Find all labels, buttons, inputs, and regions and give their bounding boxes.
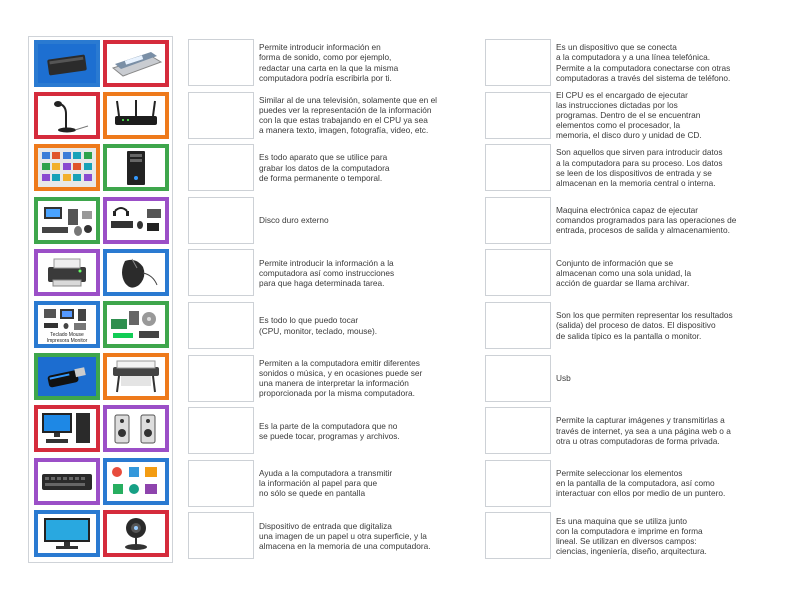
left-description: Disco duro externo bbox=[259, 215, 329, 226]
tile-scanner[interactable] bbox=[103, 40, 169, 87]
tile-hardware-labeled[interactable] bbox=[34, 301, 100, 348]
tile-software-icons[interactable] bbox=[34, 144, 100, 191]
left-drop-slot[interactable] bbox=[188, 39, 254, 86]
left-drop-slot[interactable] bbox=[188, 92, 254, 139]
left-drop-slot[interactable] bbox=[188, 144, 254, 191]
tile-caption: Teclado Mouse Impresora Monitor bbox=[46, 332, 88, 344]
tile-plotter[interactable] bbox=[103, 353, 169, 400]
left-drop-slot[interactable] bbox=[188, 197, 254, 244]
left-drop-slot[interactable] bbox=[188, 249, 254, 296]
tile-windows-programs[interactable] bbox=[103, 458, 169, 505]
tile-cpu-tower[interactable] bbox=[103, 144, 169, 191]
right-description: Es un dispositivo que se conecta a la computadora y a una línea telefónica. Permite a la computadora conectarse con otras computadoras a través del sistema de teléfono. bbox=[556, 42, 731, 83]
left-drop-slot[interactable] bbox=[188, 355, 254, 402]
right-drop-slot[interactable] bbox=[485, 197, 551, 244]
left-description: Similar al de una televisión, solamente que en el puedes ver la representación de la información con la que estas trabajando en el CPU ya sea a manera texto, imagen, fotografía, video, etc. bbox=[259, 94, 438, 136]
right-description: Conjunto de información que se almacenan como una sola unidad, la acción de guardar se llama archivar. bbox=[556, 257, 692, 288]
left-description: Es todo aparato que se utilice para grabar los datos de la computadora de forma permanente o temporal. bbox=[259, 152, 390, 183]
right-description: Son los que permiten representar los resultados (salida) del proceso de datos. El dispositivo de salida típico es la pantalla o monitor. bbox=[556, 310, 733, 341]
left-drop-slot[interactable] bbox=[188, 407, 254, 454]
tile-desktop-computer[interactable] bbox=[34, 405, 100, 452]
right-description: Usb bbox=[556, 373, 571, 383]
tile-monitor[interactable] bbox=[34, 510, 100, 557]
tile-input-devices[interactable] bbox=[103, 197, 169, 244]
right-drop-slot[interactable] bbox=[485, 355, 551, 402]
left-description: Permiten a la computadora emitir diferentes sonidos o música, y en ocasiones puede ser una manera de interpretar la información proporcionada por la misma computadora. bbox=[259, 357, 423, 399]
right-drop-slot[interactable] bbox=[485, 39, 551, 86]
tile-keyboard[interactable] bbox=[34, 458, 100, 505]
right-description: Permite la capturar imágenes y transmitirlas a través de internet, ya sea a una página web o a otra u otras computadoras de forma privada. bbox=[556, 415, 731, 446]
tile-peripherals-collage[interactable] bbox=[34, 197, 100, 244]
right-description: Son aquellos que sirven para introducir datos a la computadora para su proceso. Los datos se leen de los dispositivos de entrada y se almacenan en la memoria central o interna. bbox=[556, 147, 723, 188]
tile-printer[interactable] bbox=[34, 249, 100, 296]
tile-router[interactable] bbox=[103, 92, 169, 139]
left-description: Dispositivo de entrada que digitaliza una imagen de un papel u otra superficie, y la almacena en la memoria de una computadora. bbox=[259, 520, 431, 551]
left-description: Permite introducir información en forma de sonido, como por ejemplo, redactar una carta en la que la misma computadora podría escribirla por ti. bbox=[259, 42, 399, 83]
right-drop-slot[interactable] bbox=[485, 460, 551, 507]
left-drop-slot[interactable] bbox=[188, 302, 254, 349]
left-description: Es todo lo que puedo tocar (CPU, monitor, teclado, mouse). bbox=[259, 315, 378, 336]
left-description: Es la parte de la computadora que no se puede tocar, programas y archivos. bbox=[259, 420, 400, 441]
left-drop-slot[interactable] bbox=[188, 460, 254, 507]
right-drop-slot[interactable] bbox=[485, 92, 551, 139]
tile-usb-drive[interactable] bbox=[34, 353, 100, 400]
right-drop-slot[interactable] bbox=[485, 144, 551, 191]
left-drop-slot[interactable] bbox=[188, 512, 254, 559]
left-description: Ayuda a la computadora a transmitir la información al papel para que no sólo se quede en pantalla bbox=[259, 468, 393, 499]
right-description: El CPU es el encargado de ejecutar las instrucciones dictadas por los programas. Dentro de el se encuentran elementos como el procesador, la memoria, el disco duro y unidad de CD. bbox=[556, 89, 702, 141]
right-drop-slot[interactable] bbox=[485, 407, 551, 454]
tile-speakers[interactable] bbox=[103, 405, 169, 452]
right-drop-slot[interactable] bbox=[485, 512, 551, 559]
right-description: Maquina electrónica capaz de ejecutar comandos programados para las operaciones de entrada, procesos de salida y almacenamiento. bbox=[556, 205, 737, 236]
image-tile-bank bbox=[28, 36, 173, 563]
tile-pc-components[interactable] bbox=[103, 301, 169, 348]
tile-external-hard-drive[interactable] bbox=[34, 40, 100, 87]
tile-mouse[interactable] bbox=[103, 249, 169, 296]
right-description: Permite seleccionar los elementos en la pantalla de la computadora, así como interactuar con ellos por medio de un puntero. bbox=[556, 468, 726, 499]
right-drop-slot[interactable] bbox=[485, 249, 551, 296]
tile-microphone[interactable] bbox=[34, 92, 100, 139]
left-description: Permite introducir la información a la computadora así como instrucciones para que haga determinada tarea. bbox=[259, 257, 395, 288]
right-description: Es una maquina que se utiliza junto con la computadora e imprime en forma lineal. Se utilizan en diversos campos: ciencias, ingeniería, diseño, arquitectura. bbox=[556, 515, 707, 557]
right-drop-slot[interactable] bbox=[485, 302, 551, 349]
tile-webcam[interactable] bbox=[103, 510, 169, 557]
